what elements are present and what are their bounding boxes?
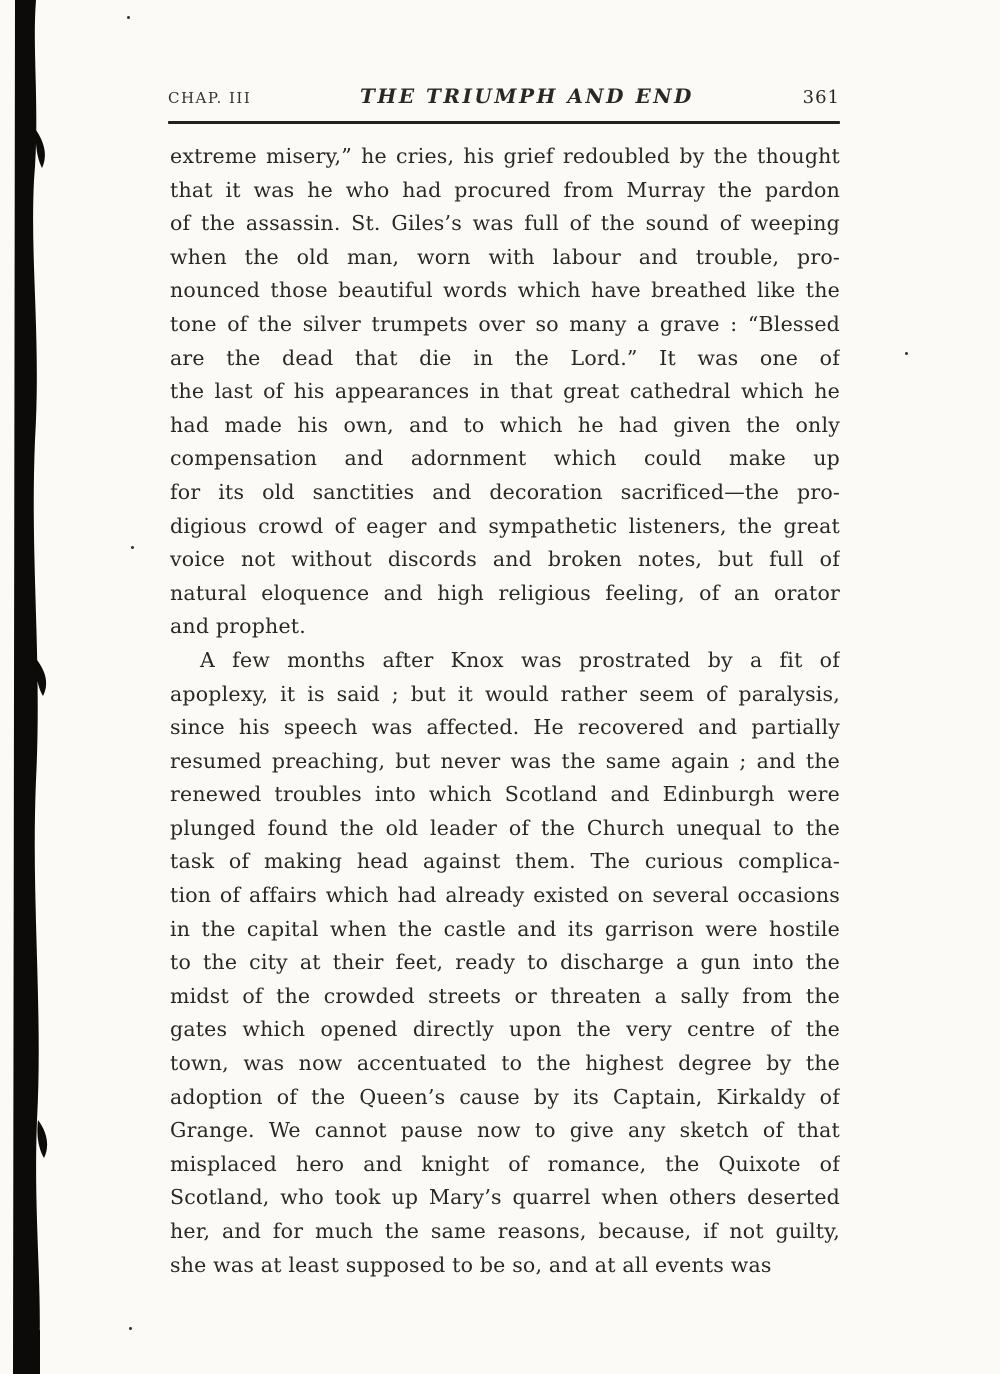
text-line: are the dead that die in the Lord.” It was one of [170, 345, 840, 370]
text-line: renewed troubles into which Scotland and Edinburgh were [170, 782, 840, 807]
chapter-label: CHAP. III [168, 89, 252, 107]
page-header [168, 84, 840, 108]
text-line: since his speech was affected. He recovered and partially [170, 715, 840, 740]
text-line: Scotland, who took up Mary’s quarrel when others deserted [170, 1185, 840, 1210]
text-line: and prophet. [170, 614, 306, 639]
text-line: voice not without discords and broken notes, but full of [170, 547, 840, 572]
text-line: digious crowd of eager and sympathetic listeners, the great [170, 513, 840, 538]
text-line: to the city at their feet, ready to discharge a gun into the [170, 950, 840, 975]
text-line: adoption of the Queen’s cause by its Captain, Kirkaldy of [170, 1084, 840, 1109]
text-line: apoplexy, it is said ; but it would rather seem of paralysis, [170, 681, 840, 706]
text-line: compensation and adornment which could make up [170, 446, 840, 471]
text-line: when the old man, worn with labour and trouble, pro- [170, 244, 840, 269]
text-line: for its old sanctities and decoration sacrificed—the pro- [170, 479, 840, 504]
text-line: A few months after Knox was prostrated by a fit of [200, 647, 840, 672]
binding-shadow [0, 0, 70, 1374]
text-line: gates which opened directly upon the very centre of the [170, 1017, 840, 1042]
header-rule [168, 121, 840, 124]
scan-speck [127, 16, 130, 19]
text-line: she was at least supposed to be so, and at all events was [170, 1252, 772, 1277]
text-line: Grange. We cannot pause now to give any sketch of that [170, 1118, 840, 1143]
text-line: plunged found the old leader of the Church unequal to the [170, 815, 840, 840]
body-text [170, 140, 840, 1282]
paragraph [170, 140, 840, 644]
text-line: misplaced hero and knight of romance, the Quixote of [170, 1151, 840, 1176]
text-line: resumed preaching, but never was the same again ; and the [170, 748, 840, 773]
running-title: THE TRIUMPH AND END [360, 84, 694, 108]
page-number: 361 [802, 87, 840, 108]
text-line: natural eloquence and high religious feeling, of an orator [170, 580, 840, 605]
text-line: tion of affairs which had already existed on several occasions [170, 883, 840, 908]
text-line: in the capital when the castle and its garrison were hostile [170, 916, 840, 941]
text-line: the last of his appearances in that great cathedral which he [170, 379, 840, 404]
scan-speck [905, 352, 908, 355]
text-line: of the assassin. St. Giles’s was full of the sound of weeping [170, 211, 840, 236]
scan-speck [131, 546, 134, 549]
scan-speck [129, 1327, 132, 1330]
text-line: town, was now accentuated to the highest degree by the [170, 1051, 840, 1076]
text-line: midst of the crowded streets or threaten a sally from the [170, 983, 840, 1008]
text-line: that it was he who had procured from Murray the pardon [170, 177, 840, 202]
text-line: nounced those beautiful words which have breathed like the [170, 278, 840, 303]
text-line: her, and for much the same reasons, because, if not guilty, [170, 1219, 840, 1243]
paragraph [170, 644, 840, 1282]
text-line: had made his own, and to which he had given the only [170, 412, 840, 437]
text-line: tone of the silver trumpets over so many a grave : “Blessed [170, 311, 840, 336]
text-line: task of making head against them. The curious complica- [170, 849, 840, 874]
text-line: extreme misery,” he cries, his grief redoubled by the thought [170, 144, 840, 168]
